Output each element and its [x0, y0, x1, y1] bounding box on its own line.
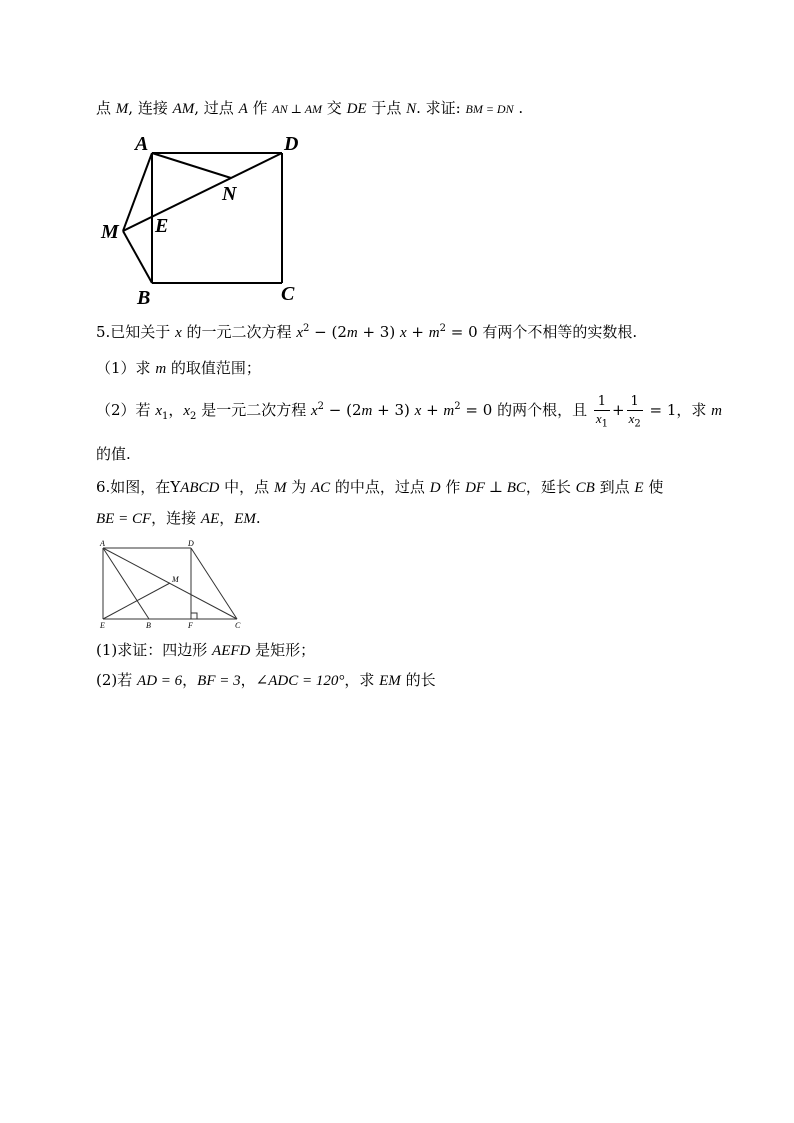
problem6-question2 [96, 670, 436, 691]
text-segment: 的长 [400, 671, 436, 689]
equation-repeat: $x^2 - (2m + 3) x + m^2 = 0$ [310, 401, 493, 419]
text-segment: (1)求证：四边形 [96, 641, 213, 659]
text-segment: ，求 [344, 671, 380, 689]
label-d: D [188, 539, 194, 548]
text-segment: ， [219, 509, 235, 527]
text-segment: 6.如图，在 [96, 478, 171, 496]
label-a: A [135, 133, 149, 155]
fraction-1-over-x1: $\frac{1}{x_1}$ [595, 394, 608, 430]
text-segment: 使 [643, 478, 664, 496]
label-a: A [100, 539, 105, 548]
text-segment: 作 [440, 478, 466, 496]
root-x1: x [155, 403, 162, 419]
point-a: A [238, 101, 248, 117]
text-segment: （1）求 [96, 359, 156, 377]
edge-ab [103, 548, 149, 619]
problem6-statement-cont [96, 508, 261, 529]
text-segment: 5.已知关于 [96, 323, 176, 341]
text-segment: 的值. [96, 445, 131, 463]
text-segment: 为 [286, 478, 311, 496]
segment-am: AM [172, 101, 195, 117]
text-segment: 的取值范围； [166, 359, 261, 377]
text-segment: . [513, 99, 524, 117]
text-segment: ， [240, 671, 256, 689]
problem5-question1 [96, 358, 261, 379]
perpendicular-condition: AN ⊥ AM [272, 102, 323, 116]
variable-m: m [711, 403, 723, 419]
quad-aefd: AEFD [212, 643, 251, 659]
label-d: D [284, 133, 299, 155]
segment-em: EM [234, 511, 256, 527]
segment-ac: AC [310, 480, 331, 496]
variable-x: x [175, 325, 182, 341]
figure-parallelogram-abcd [96, 538, 246, 630]
text-segment: 是矩形； [250, 641, 316, 659]
text-segment: 于点 [366, 99, 407, 117]
right-angle-mark [191, 613, 197, 619]
text-segment: 是一元二次方程 [196, 401, 311, 419]
point-n: N [406, 101, 417, 117]
label-n: N [222, 183, 237, 205]
point-e: E [634, 480, 644, 496]
text-segment: . 求证: [416, 99, 466, 117]
edge-an [152, 153, 231, 178]
parallelogram-symbol: Y [170, 478, 181, 496]
text-segment: 的一元二次方程 [181, 323, 297, 341]
root-x2: x [183, 403, 191, 419]
label-m: M [101, 221, 119, 243]
text-segment: 的两个根，且 [492, 401, 592, 419]
text-segment: 作 [247, 99, 273, 117]
fraction-1-over-x2: $\frac{1}{x_2}$ [628, 394, 641, 430]
perpendicular-df-bc: DF ⊥ BC [465, 480, 526, 496]
plus-sign: + [612, 401, 625, 419]
quad-abcd: ABCD [180, 480, 220, 496]
segment-ae: AE [200, 511, 220, 527]
text-segment: （2）若 [96, 401, 156, 419]
text-segment: 点 [96, 99, 116, 117]
edge-em [103, 583, 170, 619]
variable-m: m [155, 361, 167, 377]
edge-dc [191, 548, 237, 619]
problem4-statement [96, 98, 523, 119]
problem6-question1 [96, 640, 315, 661]
point-m: M [115, 101, 129, 117]
segment-em: EM [379, 673, 401, 689]
given-bf: BF = 3 [197, 673, 241, 689]
edge-mb [123, 231, 152, 283]
problem5-question2: （2）若 $x_1$，$x_2$ 是一元二次方程 $x^2 - (2m + 3) x + m^2 = 0$ 的两个根，且 $\frac{1}{x_1}$ + $\frac{1}{x_2}$ = 1，求 m [96, 394, 723, 430]
label-f: F [188, 621, 193, 630]
problem5-statement [96, 322, 637, 343]
point-d: D [429, 480, 441, 496]
text-segment: (2)若 [96, 671, 138, 689]
text-segment: ， [182, 671, 198, 689]
text-segment: , 连接 [128, 99, 173, 117]
label-m: M [172, 575, 179, 584]
text-segment: , 过点 [194, 99, 239, 117]
label-b: B [137, 287, 151, 308]
text-segment: . [255, 509, 261, 527]
segment-cb: CB [575, 480, 595, 496]
text-segment: 交 [322, 99, 347, 117]
point-m: M [273, 480, 287, 496]
text-segment: ，延长 [525, 478, 576, 496]
text-segment: 中，点 [219, 478, 274, 496]
text-segment: 的中点，过点 [330, 478, 430, 496]
equation-be-cf: BE = CF [96, 511, 152, 527]
label-e: E [100, 621, 105, 630]
text-segment: ，连接 [151, 509, 201, 527]
equation: $x^2 - (2m + 3) x + m^2 = 0$ [296, 323, 478, 341]
given-angle-adc: ∠ADC = 120° [255, 673, 345, 689]
given-ad: AD = 6 [137, 673, 183, 689]
text-segment: 到点 [594, 478, 635, 496]
figure-square-abcd [95, 128, 315, 308]
label-c: C [235, 621, 241, 630]
problem6-statement [96, 477, 663, 498]
label-b: B [146, 621, 151, 630]
proof-target: BM = DN [465, 102, 514, 116]
label-c: C [281, 283, 295, 305]
text-segment: 有两个不相等的实数根. [477, 323, 638, 341]
segment-de: DE [346, 101, 367, 117]
problem5-question2-tail [96, 444, 131, 464]
label-e: E [155, 215, 169, 237]
equals-one: = 1 [644, 401, 677, 419]
text-segment: ，求 [676, 401, 712, 419]
